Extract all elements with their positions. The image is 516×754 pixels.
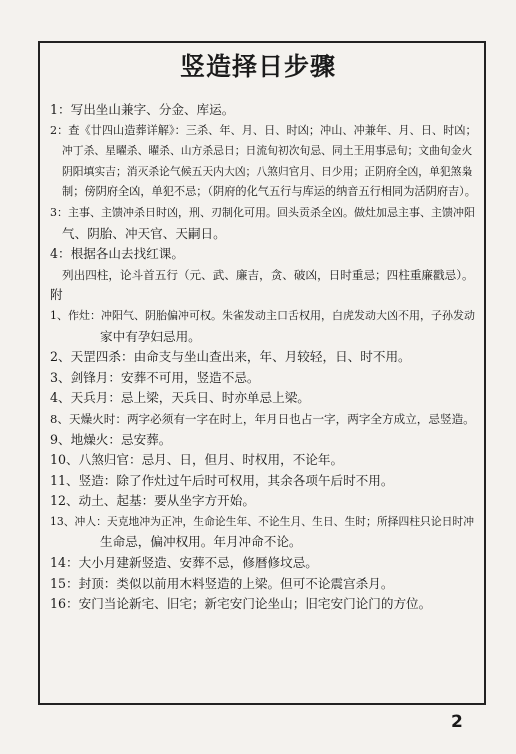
text-line: 冲丁杀、星曜杀、曜杀、山方杀忌日；日流旬初次旬忌、同土王用事忌旬；文曲旬金火 bbox=[62, 144, 473, 158]
text-line: 8、天燥火时：两字必须有一字在时上，年月日也占一字，两字全方成立，忌竖造。 bbox=[50, 411, 475, 426]
text-line: 12、动土、起基：要从坐字方开始。 bbox=[50, 493, 255, 509]
text-line: 列出四柱，论斗首五行（元、武、廉吉，贪、破凶，日时重忌；四柱重廉戳忌）。 bbox=[62, 267, 474, 282]
text-line: 15：封顶：类似以前用木料竖造的上梁。但可不论震宫杀月。 bbox=[50, 575, 394, 591]
text-line: 2、天罡四杀：由命支与坐山查出来，年、月较轻，日、时不用。 bbox=[50, 349, 411, 365]
text-line: 13、冲人：天克地冲为正冲，生命论生年、不论生月、生日、生时；所择四柱只论日时冲 bbox=[50, 514, 475, 528]
text-line: 16：安门当论新宅、旧宅；新宅安门论坐山；旧宅安门论门的方位。 bbox=[50, 596, 432, 612]
text-body bbox=[50, 100, 478, 615]
text-line: 10、八煞归官：忌月、日，但月、时权用，不论年。 bbox=[50, 452, 344, 468]
text-line: 3：主事、主馈冲杀日时凶，刑、刃制化可用。回头贡杀全凶。做灶加忌主事、主馈冲阳 bbox=[50, 205, 475, 219]
text-line: 4、天兵月：忌上梁，天兵日、时亦单忌上梁。 bbox=[50, 390, 310, 406]
text-line: 9、地燥火：忌安葬。 bbox=[50, 431, 172, 447]
text-line: 1、作灶：冲阳气、阴胎偏冲可权。朱雀发动主口舌权用，白虎发动大凶不用，子孙发动 bbox=[50, 308, 475, 322]
page-number: 2 bbox=[451, 712, 463, 732]
text-line: 阴阳填实吉；消灭杀论气候五天内大凶；八煞归官月、日少用；正阴府全凶，单犯煞枭 bbox=[62, 164, 473, 178]
text-line: 2：查《廿四山造葬详解》：三杀、年、月、日、时凶；冲山、冲兼年、月、日、时凶； bbox=[50, 123, 477, 137]
text-line: 14：大小月建新竖造、安葬不忌，修暦修坟忌。 bbox=[50, 555, 318, 571]
text-line: 3、剑锋月：安葬不可用，竖造不忌。 bbox=[50, 369, 260, 385]
text-line: 11、竖造：除了作灶过午后时可权用，其余各项午后时不用。 bbox=[50, 472, 394, 488]
text-line: 制；傍阴府全凶，单犯不忌；（阴府的化气五行与库运的纳音五行相同为活阴府吉）。 bbox=[62, 185, 476, 199]
text-line: 生命忌，偏冲权用。年月冲命不论。 bbox=[100, 534, 302, 550]
text-line: 家中有孕妇忌用。 bbox=[100, 328, 201, 344]
text-line: 4：根据各山去找红课。 bbox=[50, 246, 184, 262]
page-title: 竖造择日步骤 bbox=[179, 52, 336, 81]
text-line: 附 bbox=[50, 287, 63, 303]
text-line: 1：写出坐山兼字、分金、库运。 bbox=[50, 102, 235, 117]
text-line: 气、阴胎、冲天官、天嗣日。 bbox=[62, 225, 226, 241]
